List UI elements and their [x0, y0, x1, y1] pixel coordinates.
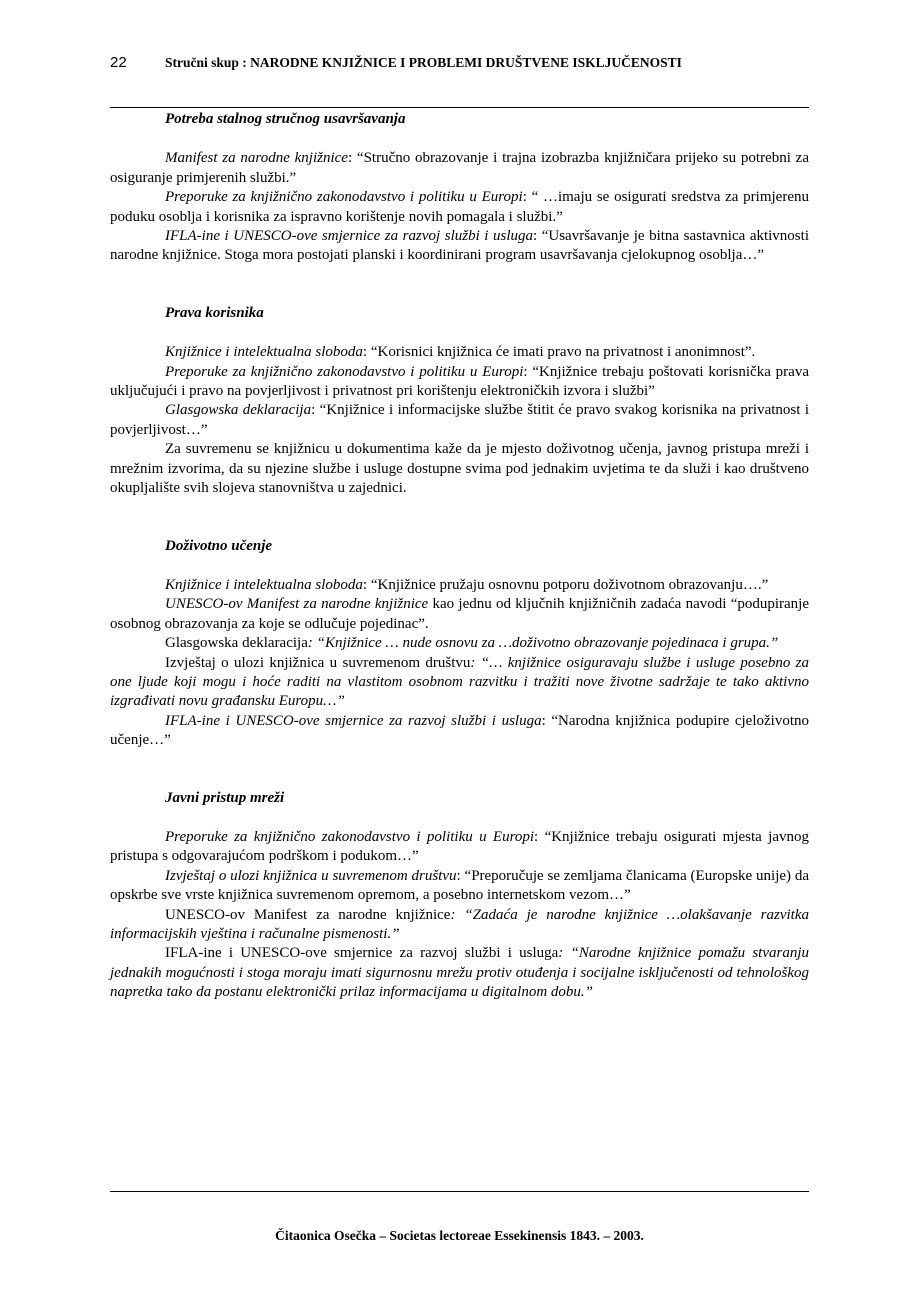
separator: :	[533, 228, 542, 245]
source-title: Preporuke za knjižnično zakonodavstvo i politiku u Europi	[165, 363, 524, 380]
page-number: 22	[110, 54, 127, 71]
paragraph	[110, 867, 809, 906]
section-heading: Potreba stalnog stručnog usavršavanja	[165, 111, 406, 127]
page-header	[110, 54, 810, 78]
separator: :	[456, 867, 465, 884]
quote-text: “Knjižnice trebaju osigurati mjesta javnog pristupa s odgovarajućom podrškom i podukom…”	[110, 828, 810, 865]
source-title: IFLA-ine i UNESCO-ove smjernice za razvoj službi i usluga	[165, 228, 533, 245]
section-spacer	[110, 266, 809, 304]
paragraph	[110, 595, 809, 634]
quote-text: “Zadaća je narodne knjižnice …olakšavanje razvitka informacijskih vještina i računalne pismenosti.”	[110, 906, 810, 942]
footer-rule	[110, 1191, 809, 1192]
source-title: Glasgowska deklaracija	[165, 635, 308, 652]
quote-text: “Usavršavanje je bitna sastavnica aktivnosti narodne knjižnice. Stoga mora postojati planski i koordinirani program usavršavanja cjelokupnog osoblja…”	[110, 228, 809, 264]
separator: :	[347, 150, 357, 167]
source-title: Izvještaj o ulozi knjižnica u suvremenom društvu	[165, 654, 471, 671]
paragraph	[110, 227, 809, 266]
separator: :	[307, 635, 317, 652]
paragraph	[110, 944, 809, 1002]
header-rule	[110, 107, 809, 108]
document-body	[110, 110, 809, 1003]
source-title: UNESCO-ov Manifest za narodne knjižnice	[165, 596, 429, 613]
section-heading: Prava korisnika	[165, 304, 264, 321]
source-title: IFLA-ine i UNESCO-ove smjernice za razvoj službi i usluga	[165, 945, 559, 962]
section-spacer	[110, 751, 809, 789]
source-title: Knjižnice i intelektualna sloboda	[165, 576, 363, 593]
separator: :	[470, 654, 481, 671]
paragraph	[110, 343, 809, 362]
separator: :	[558, 945, 571, 962]
quote-text: “ …imaju se osigurati sredstva za primjerenu poduku osoblja i korisnika za ispravno korištenje novih pomagala i službi.”	[110, 189, 809, 225]
paragraph	[110, 906, 809, 945]
section	[110, 110, 809, 266]
quote-text: “Korisnici knjižnica će imati pravo na privatnost i anonimnost”.	[370, 344, 756, 361]
quote-text: “Narodne knjižnice pomažu stvaranju jednakih mogućnosti i stoga moraju imati sigurnosnu mrežu protiv otuđenja i socijalne isključenosti od tehnološkog napretka tako da postanu elektronički prilaz informacijama u digitalnom dobu.”	[110, 945, 810, 1001]
paragraph	[110, 654, 809, 712]
paragraph	[110, 712, 809, 751]
section	[110, 304, 809, 499]
paragraph	[110, 634, 809, 653]
separator: :	[541, 712, 552, 729]
quote-text: “Preporučuje se zemljama članicama (Europske unije) da opskrbe sve vrste knjižnica suvremenom opremom, a posebno internetskom vezom…”	[110, 867, 809, 904]
page-footer: Čitaonica Osečka – Societas lectoreae Essekinensis 1843. – 2003.	[275, 1228, 644, 1243]
separator: :	[534, 828, 545, 845]
separator: :	[362, 344, 371, 361]
source-title: Izvještaj o ulozi knjižnica u suvremenom društvu	[165, 867, 457, 884]
separator: :	[523, 363, 533, 380]
source-title: Knjižnice i intelektualna sloboda	[165, 344, 363, 361]
source-title: Preporuke za knjižnično zakonodavstvo i politiku u Europi	[165, 828, 535, 845]
quote-text: kao jednu od ključnih knjižničnih zadaća navodi “podupiranje osobnog obrazovanja za koje se odlučuje pojedinac”.	[110, 596, 809, 632]
running-title: Stručni skup : NARODNE KNJIŽNICE I PROBLEMI DRUŠTVENE ISKLJUČENOSTI	[165, 55, 682, 70]
quote-text: “Knjižnice pružaju osnovnu potporu doživotnom obrazovanju….”	[370, 576, 769, 593]
source-title: Glasgowska deklaracija	[165, 402, 312, 419]
separator: :	[522, 189, 532, 206]
paragraph	[110, 401, 809, 440]
paragraph	[110, 149, 809, 188]
quote-text: “… knjižnice osiguravaju službe i usluge posebno za one ljude koji mogu i hoće raditi na vlastitom osobnom razvitku i tražiti nove životne sadržaje te tako aktivno izgrađivati novu građansku Europu…”	[110, 654, 810, 710]
source-title: IFLA-ine i UNESCO-ove smjernice za razvoj službi i usluga	[165, 712, 542, 729]
section	[110, 789, 809, 1003]
separator: :	[311, 402, 320, 419]
separator: :	[362, 576, 371, 593]
quote-text: “Knjižnice … nude osnovu za …doživotno obrazovanje pojedinaca i grupa.”	[316, 635, 779, 652]
paragraph	[110, 576, 809, 595]
source-title: UNESCO-ov Manifest za narodne knjižnice	[165, 906, 451, 923]
quote-text: “Knjižnice trebaju poštovati korisnička prava uključujući i pravo na povjerljivost i privatnost pri korištenju elektroničkih izvora i službi”	[110, 363, 809, 400]
quote-text: “Stručno obrazovanje i trajna izobrazba knjižničara prijeko su potrebni za osiguranje primjerenih službi.”	[110, 150, 809, 186]
section	[110, 537, 809, 751]
paragraph	[110, 363, 809, 402]
paragraph	[110, 188, 809, 227]
section-heading: Doživotno učenje	[165, 537, 273, 554]
paragraph	[110, 828, 809, 867]
quote-text: “Knjižnice i informacijske službe štitit će pravo svakog korisnika na privatnost i povjerljivost…”	[110, 402, 809, 438]
section-heading: Javni pristup mreži	[165, 789, 285, 806]
paragraph: Za suvremenu se knjižnicu u dokumentima kaže da je mjesto doživotnog učenja, javnog pristupa mreži i mrežnim izvorima, da su njezine službe i usluge dostupne svima pod jednakim uvjetima te da služi i kao društveno okupljalište svih slojeva stanovništva u zajednici.	[110, 441, 809, 497]
quote-text: “Narodna knjižnica podupire cjeloživotno učenje…”	[110, 712, 809, 749]
source-title: Preporuke za knjižnično zakonodavstvo i politiku u Europi	[165, 189, 523, 206]
source-title: Manifest za narodne knjižnice	[165, 150, 348, 167]
section-spacer	[110, 499, 809, 537]
separator: :	[450, 906, 465, 923]
